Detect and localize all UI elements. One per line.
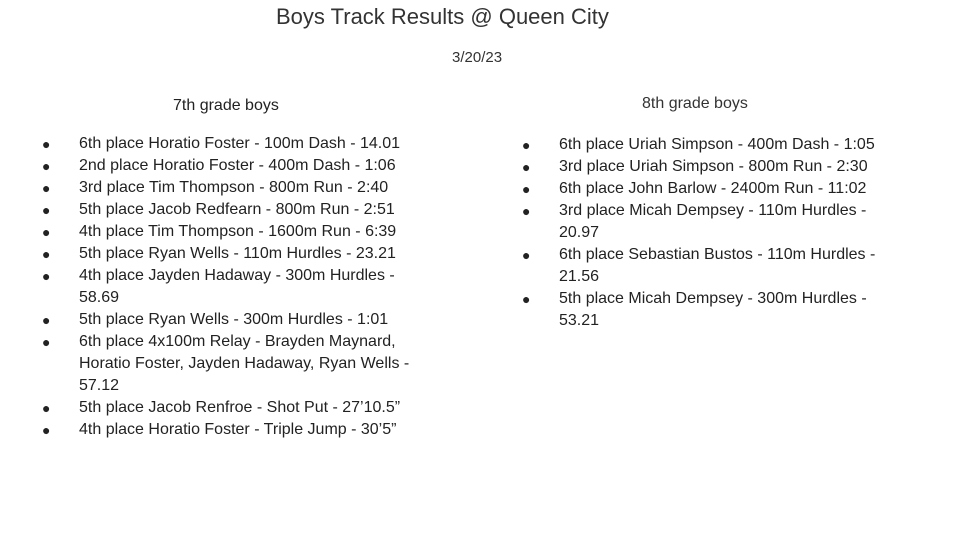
list-item <box>522 178 892 200</box>
result-text: 6th place John Barlow - 2400m Run - 11:02 <box>559 180 867 197</box>
bullet-icon: ● <box>42 400 51 416</box>
result-text: 4th place Horatio Foster - Triple Jump - 30’5” <box>79 421 397 438</box>
list-item <box>522 288 892 332</box>
result-text: 5th place Ryan Wells - 300m Hurdles - 1:01 <box>79 311 389 328</box>
seventh-grade-results-list <box>42 133 422 441</box>
result-text: 3rd place Tim Thompson - 800m Run - 2:40 <box>79 179 389 196</box>
result-text: 4th place Jayden Hadaway - 300m Hurdles - 58.69 <box>79 267 395 306</box>
seventh-grade-heading: 7th grade boys <box>173 97 279 114</box>
list-item <box>42 309 422 331</box>
bullet-icon: ● <box>42 224 51 240</box>
result-text: 3rd place Uriah Simpson - 800m Run - 2:30 <box>559 158 868 175</box>
result-text: 6th place Uriah Simpson - 400m Dash - 1:05 <box>559 136 875 153</box>
list-item <box>42 397 422 419</box>
eighth-grade-heading: 8th grade boys <box>642 95 748 112</box>
bullet-icon: ● <box>522 159 531 175</box>
list-item <box>522 134 892 156</box>
bullet-icon: ● <box>42 312 51 328</box>
bullet-icon: ● <box>42 268 51 284</box>
result-text: 2nd place Horatio Foster - 400m Dash - 1:06 <box>79 157 396 174</box>
result-text: 5th place Jacob Redfearn - 800m Run - 2:51 <box>79 201 395 218</box>
list-item <box>42 155 422 177</box>
result-text: 6th place Sebastian Bustos - 110m Hurdles - 21.56 <box>559 246 876 285</box>
list-item <box>42 133 422 155</box>
bullet-icon: ● <box>42 158 51 174</box>
list-item <box>42 243 422 265</box>
list-item <box>522 244 892 288</box>
bullet-icon: ● <box>42 180 51 196</box>
eighth-grade-results-list <box>522 134 892 332</box>
bullet-icon: ● <box>42 246 51 262</box>
bullet-icon: ● <box>42 334 51 350</box>
result-text: 6th place 4x100m Relay - Brayden Maynard, Horatio Foster, Jayden Hadaway, Ryan Wells - 57.12 <box>79 333 410 394</box>
result-text: 3rd place Micah Dempsey - 110m Hurdles - 20.97 <box>559 202 867 241</box>
result-text: 5th place Jacob Renfroe - Shot Put - 27’10.5” <box>79 399 401 416</box>
bullet-icon: ● <box>42 202 51 218</box>
list-item <box>42 177 422 199</box>
event-date: 3/20/23 <box>452 49 503 66</box>
page-title: Boys Track Results @ Queen City <box>276 4 609 29</box>
result-text: 5th place Ryan Wells - 110m Hurdles - 23.21 <box>79 245 396 262</box>
list-item <box>522 156 892 178</box>
list-item <box>42 419 422 441</box>
bullet-icon: ● <box>522 181 531 197</box>
result-text: 5th place Micah Dempsey - 300m Hurdles - 53.21 <box>559 290 867 329</box>
result-text: 4th place Tim Thompson - 1600m Run - 6:39 <box>79 223 397 240</box>
list-item <box>522 200 892 244</box>
bullet-icon: ● <box>42 422 51 438</box>
list-item <box>42 221 422 243</box>
bullet-icon: ● <box>522 291 531 307</box>
bullet-icon: ● <box>522 247 531 263</box>
bullet-icon: ● <box>522 203 531 219</box>
result-text: 6th place Horatio Foster - 100m Dash - 14.01 <box>79 135 401 152</box>
list-item <box>42 331 422 397</box>
list-item <box>42 199 422 221</box>
bullet-icon: ● <box>42 136 51 152</box>
list-item <box>42 265 422 309</box>
bullet-icon: ● <box>522 137 531 153</box>
